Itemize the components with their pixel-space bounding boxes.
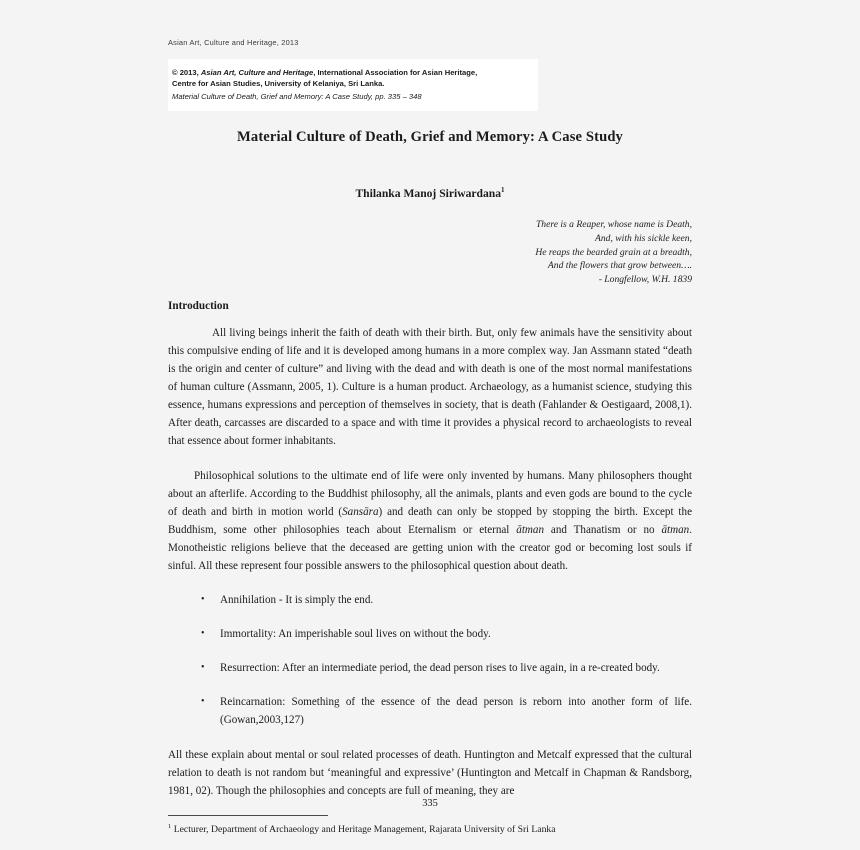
epigraph-line-4: And the flowers that grow between….: [547, 260, 692, 272]
list-item-text: Resurrection: After an intermediate period, the dead person rises to live again, in a re-created body.: [220, 661, 660, 674]
list-item: [168, 694, 692, 730]
list-item-text: Annihilation - It is simply the end.: [220, 593, 374, 606]
footnote-area: [168, 815, 692, 837]
term-sansara: Sansāra: [342, 506, 379, 519]
copyright-journal-name: Asian Art, Culture and Heritage: [200, 67, 314, 77]
paragraph-2-part-1: Philosophical solutions to the ultimate end of life were only invented by humans. Many philosophers thought about an afterlife. According to the Buddhist philosophy, all the animals, plants and even gods are bound to the cycle of death and birth in motion world (: [168, 470, 692, 519]
list-item-text: Reincarnation: Something of the essence of the dead person is reborn into another form of life. (Gowan,2003,127): [220, 695, 692, 726]
paragraph-1: All living beings inherit the faith of death with their birth. But, only few animals have the sensitivity about this compulsive ending of life and it is developed among humans in a more complex way. Jan Assmann stated “death is the origin and center of culture” and living with the dead and with death is one of the most normal manifestations of human culture (Assmann, 2005, 1). Culture is a human product. Archaeology, as a humanist science, studying this essence, humans expressions and perception of themselves in society, that is death (Fahlander & Oestigaard, 2008,1). After death, carcasses are discarded to a space and with time it provides a physical record to archaeologists to reveal that essence about former inhabitants.: [168, 327, 692, 448]
bullet-icon: •: [201, 695, 205, 707]
page-number: 335: [422, 798, 438, 809]
copyright-line-publisher: [172, 67, 528, 79]
copyright-prefix: © 2013,: [172, 67, 201, 77]
epigraph-line-1: There is a Reaper, whose name is Death,: [535, 219, 692, 231]
page-title: Material Culture of Death, Grief and Memory: A Case Study: [237, 129, 623, 146]
epigraph-line-3: He reaps the bearded grain at a breadth,: [535, 246, 692, 258]
author-byline: [168, 186, 692, 200]
paragraph-2: [168, 468, 692, 576]
bullet-icon: •: [201, 593, 205, 605]
footnote-entry: [168, 822, 692, 837]
section-heading-introduction: Introduction: [168, 300, 229, 313]
footnote-text: Lecturer, Department of Archaeology and Heritage Management, Rajarata University of Sri Lanka: [171, 823, 556, 835]
copyright-line-citation: Material Culture of Death, Grief and Memory: A Case Study, pp. 335 – 348: [172, 91, 422, 101]
bullet-icon: •: [201, 661, 205, 673]
list-item: [168, 660, 692, 678]
list-item-text: Immortality: An imperishable soul lives on without the body.: [220, 627, 491, 640]
paragraph-2-part-4: . Monotheistic religions believe that the deceased are getting union with the creator god or becoming lost souls if sinful. All these represent four possible answers to the philosophical question about death.: [168, 524, 692, 572]
footnote-separator-rule: [168, 815, 328, 816]
answers-bullet-list: [168, 592, 692, 730]
running-head: Asian Art, Culture and Heritage, 2013: [168, 38, 299, 47]
epigraph-line-2: And, with his sickle keen,: [595, 232, 692, 244]
copyright-line-institution: Centre for Asian Studies, University of Kelaniya, Sri Lanka.: [172, 79, 385, 89]
copyright-suffix: , International Association for Asian Heritage,: [313, 67, 478, 77]
epigraph: [168, 218, 692, 286]
term-atman-1: ātman: [516, 524, 545, 537]
page-content-column: [168, 0, 692, 837]
author-footnote-marker: 1: [501, 186, 505, 195]
list-item: [168, 626, 692, 644]
term-atman-2: ātman: [661, 524, 690, 537]
paragraph-2-part-2: ) and death can only be stopped by stopping the birth. Except the Buddhism, some other philosophies teach about Eternalism or eternal: [168, 506, 692, 537]
list-item: [168, 592, 692, 610]
paragraph-3: All these explain about mental or soul related processes of death. Huntington and Metcalf expressed that the cultural relation to death is not random but ‘meaningful and expressive’ (Huntington and Metcalf in Chapman & Randsborg, 1981, 02). Though the philosophies and concepts are full of meaning, they are: [168, 748, 692, 797]
paragraph-2-part-3: and Thanatism or no: [544, 524, 662, 537]
author-name: Thilanka Manoj Siriwardana: [355, 187, 502, 201]
bullet-icon: •: [201, 627, 205, 639]
epigraph-attribution: - Longfellow, W.H. 1839: [598, 273, 692, 285]
footnote-marker: 1: [168, 822, 172, 830]
copyright-notice-box: [168, 59, 538, 112]
